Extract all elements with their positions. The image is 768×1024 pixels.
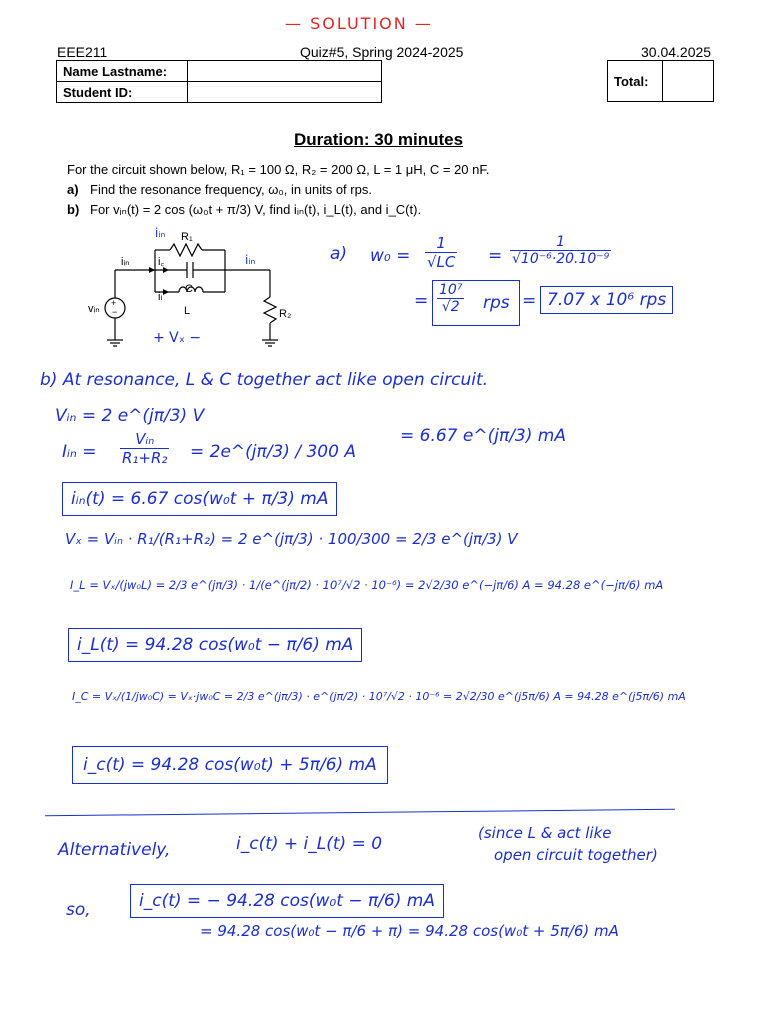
eq-sign-1: = xyxy=(488,246,503,266)
iin-hand-right: iᵢₙ xyxy=(245,253,256,267)
sol-iin-lhs: Iᵢₙ = xyxy=(62,442,97,462)
sol-b-intro: b) At resonance, L & C together act like open circuit. xyxy=(40,370,489,390)
r2-label: R₂ xyxy=(279,308,292,320)
so-boxed: i_c(t) = − 94.28 cos(w₀t − π/6) mA xyxy=(130,884,444,918)
sol-iin-mid: = 2e^(jπ/3) / 300 A xyxy=(190,442,356,462)
vx-label: + Vₓ − xyxy=(153,330,202,346)
student-info-table xyxy=(56,60,382,103)
solution-mark: — SOLUTION — xyxy=(285,14,433,33)
part-b-label: b) xyxy=(67,202,80,217)
id-label: Student ID: xyxy=(57,82,188,103)
sol-vin: Vᵢₙ = 2 e^(jπ/3) V xyxy=(55,406,205,426)
ic-boxed: i_c(t) = 94.28 cos(w₀t) + 5π/6) mA xyxy=(72,746,388,784)
so-label: so, xyxy=(66,900,91,920)
alt-note-1: (since L & act like xyxy=(478,824,612,842)
divider xyxy=(45,809,675,817)
r1-label: R₁ xyxy=(181,231,193,243)
course-code: EEE211 xyxy=(57,44,108,60)
iin-label: iᵢₙ xyxy=(121,256,130,268)
sol-w0-frac2: $\frac{1}{\text{√10⁻⁶·20.10⁻⁹}}$ xyxy=(512,234,610,267)
sol-ic: I_C = Vₓ/(1/jw₀C) = Vₓ·jw₀C = 2/3 e^(jπ/3) · e^(jπ/2) · 10⁷/√2 · 10⁻⁶ = 2√2/30 e^(j5π/6) A = 94.28 e^(j5π/6) mA xyxy=(72,690,686,703)
w0-result-box: $\frac{\text{10⁷}}{√2}$ rps xyxy=(432,280,520,326)
id-field[interactable] xyxy=(188,82,382,103)
name-field[interactable] xyxy=(188,61,382,82)
total-table xyxy=(607,60,714,102)
sol-iin-frac: Vᵢₙ R₁+R₂ xyxy=(122,430,168,467)
total-field[interactable] xyxy=(663,61,714,102)
total-label: Total: xyxy=(608,61,663,102)
w0-final-box: 7.07 x 10⁶ rps xyxy=(540,286,673,314)
c-label: C xyxy=(185,283,193,295)
part-a-label: a) xyxy=(67,182,79,197)
iin-boxed: iᵢₙ(t) = 6.67 cos(w₀t + π/3) mA xyxy=(62,482,337,516)
iin-hand-top: iᵢₙ xyxy=(155,226,166,240)
alt-eq: i_c(t) + i_L(t) = 0 xyxy=(236,834,383,854)
ic-label: i꜀ xyxy=(158,256,165,268)
part-b-text: For vᵢₙ(t) = 2 cos (ω₀t + π/3) V, find iᵢₙ(t), i_L(t), and i_C(t). xyxy=(90,202,422,217)
il-label: iₗ xyxy=(158,291,163,303)
so-line2: = 94.28 cos(w₀t − π/6 + π) = 94.28 cos(w₀t + 5π/6) mA xyxy=(200,922,619,940)
problem-statement: For the circuit shown below, R₁ = 100 Ω, R₂ = 200 Ω, L = 1 μH, C = 20 nF. xyxy=(67,162,490,177)
eq-sign-3: = xyxy=(522,291,537,311)
circuit-diagram xyxy=(85,222,305,357)
page-title: Duration: 30 minutes xyxy=(294,130,464,149)
sol-il: I_L = Vₓ/(jw₀L) = 2/3 e^(jπ/3) · 1/(e^(jπ/2) · 10⁷/√2 · 10⁻⁶) = 2√2/30 e^(−jπ/6) A = 94.28 e^(−jπ/6) mA xyxy=(70,578,664,592)
sol-w0-frac: $\frac{1}{√LC}$ xyxy=(427,234,456,271)
il-boxed: i_L(t) = 94.28 cos(w₀t − π/6) mA xyxy=(68,628,362,662)
sol-w0: w₀ = xyxy=(370,246,411,266)
vin-label: vᵢₙ xyxy=(88,303,100,315)
quiz-title: Quiz#5, Spring 2024-2025 xyxy=(300,44,464,60)
alt-note-2: open circuit together) xyxy=(494,846,658,864)
part-a-text: Find the resonance frequency, ω₀, in units of rps. xyxy=(90,182,372,197)
svg-text:−: − xyxy=(112,307,118,317)
alt-label: Alternatively, xyxy=(58,840,171,860)
l-label: L xyxy=(184,305,191,317)
name-label: Name Lastname: xyxy=(57,61,188,82)
svg-text:+: + xyxy=(111,298,117,308)
eq-sign-2: = xyxy=(414,291,429,311)
sol-vx: Vₓ = Vᵢₙ · R₁/(R₁+R₂) = 2 e^(jπ/3) · 100/300 = 2/3 e^(jπ/3) V xyxy=(65,530,518,548)
sol-a-label: a) xyxy=(330,244,348,264)
quiz-date: 30.04.2025 xyxy=(641,44,712,60)
sol-iin-rhs: = 6.67 e^(jπ/3) mA xyxy=(400,426,566,446)
